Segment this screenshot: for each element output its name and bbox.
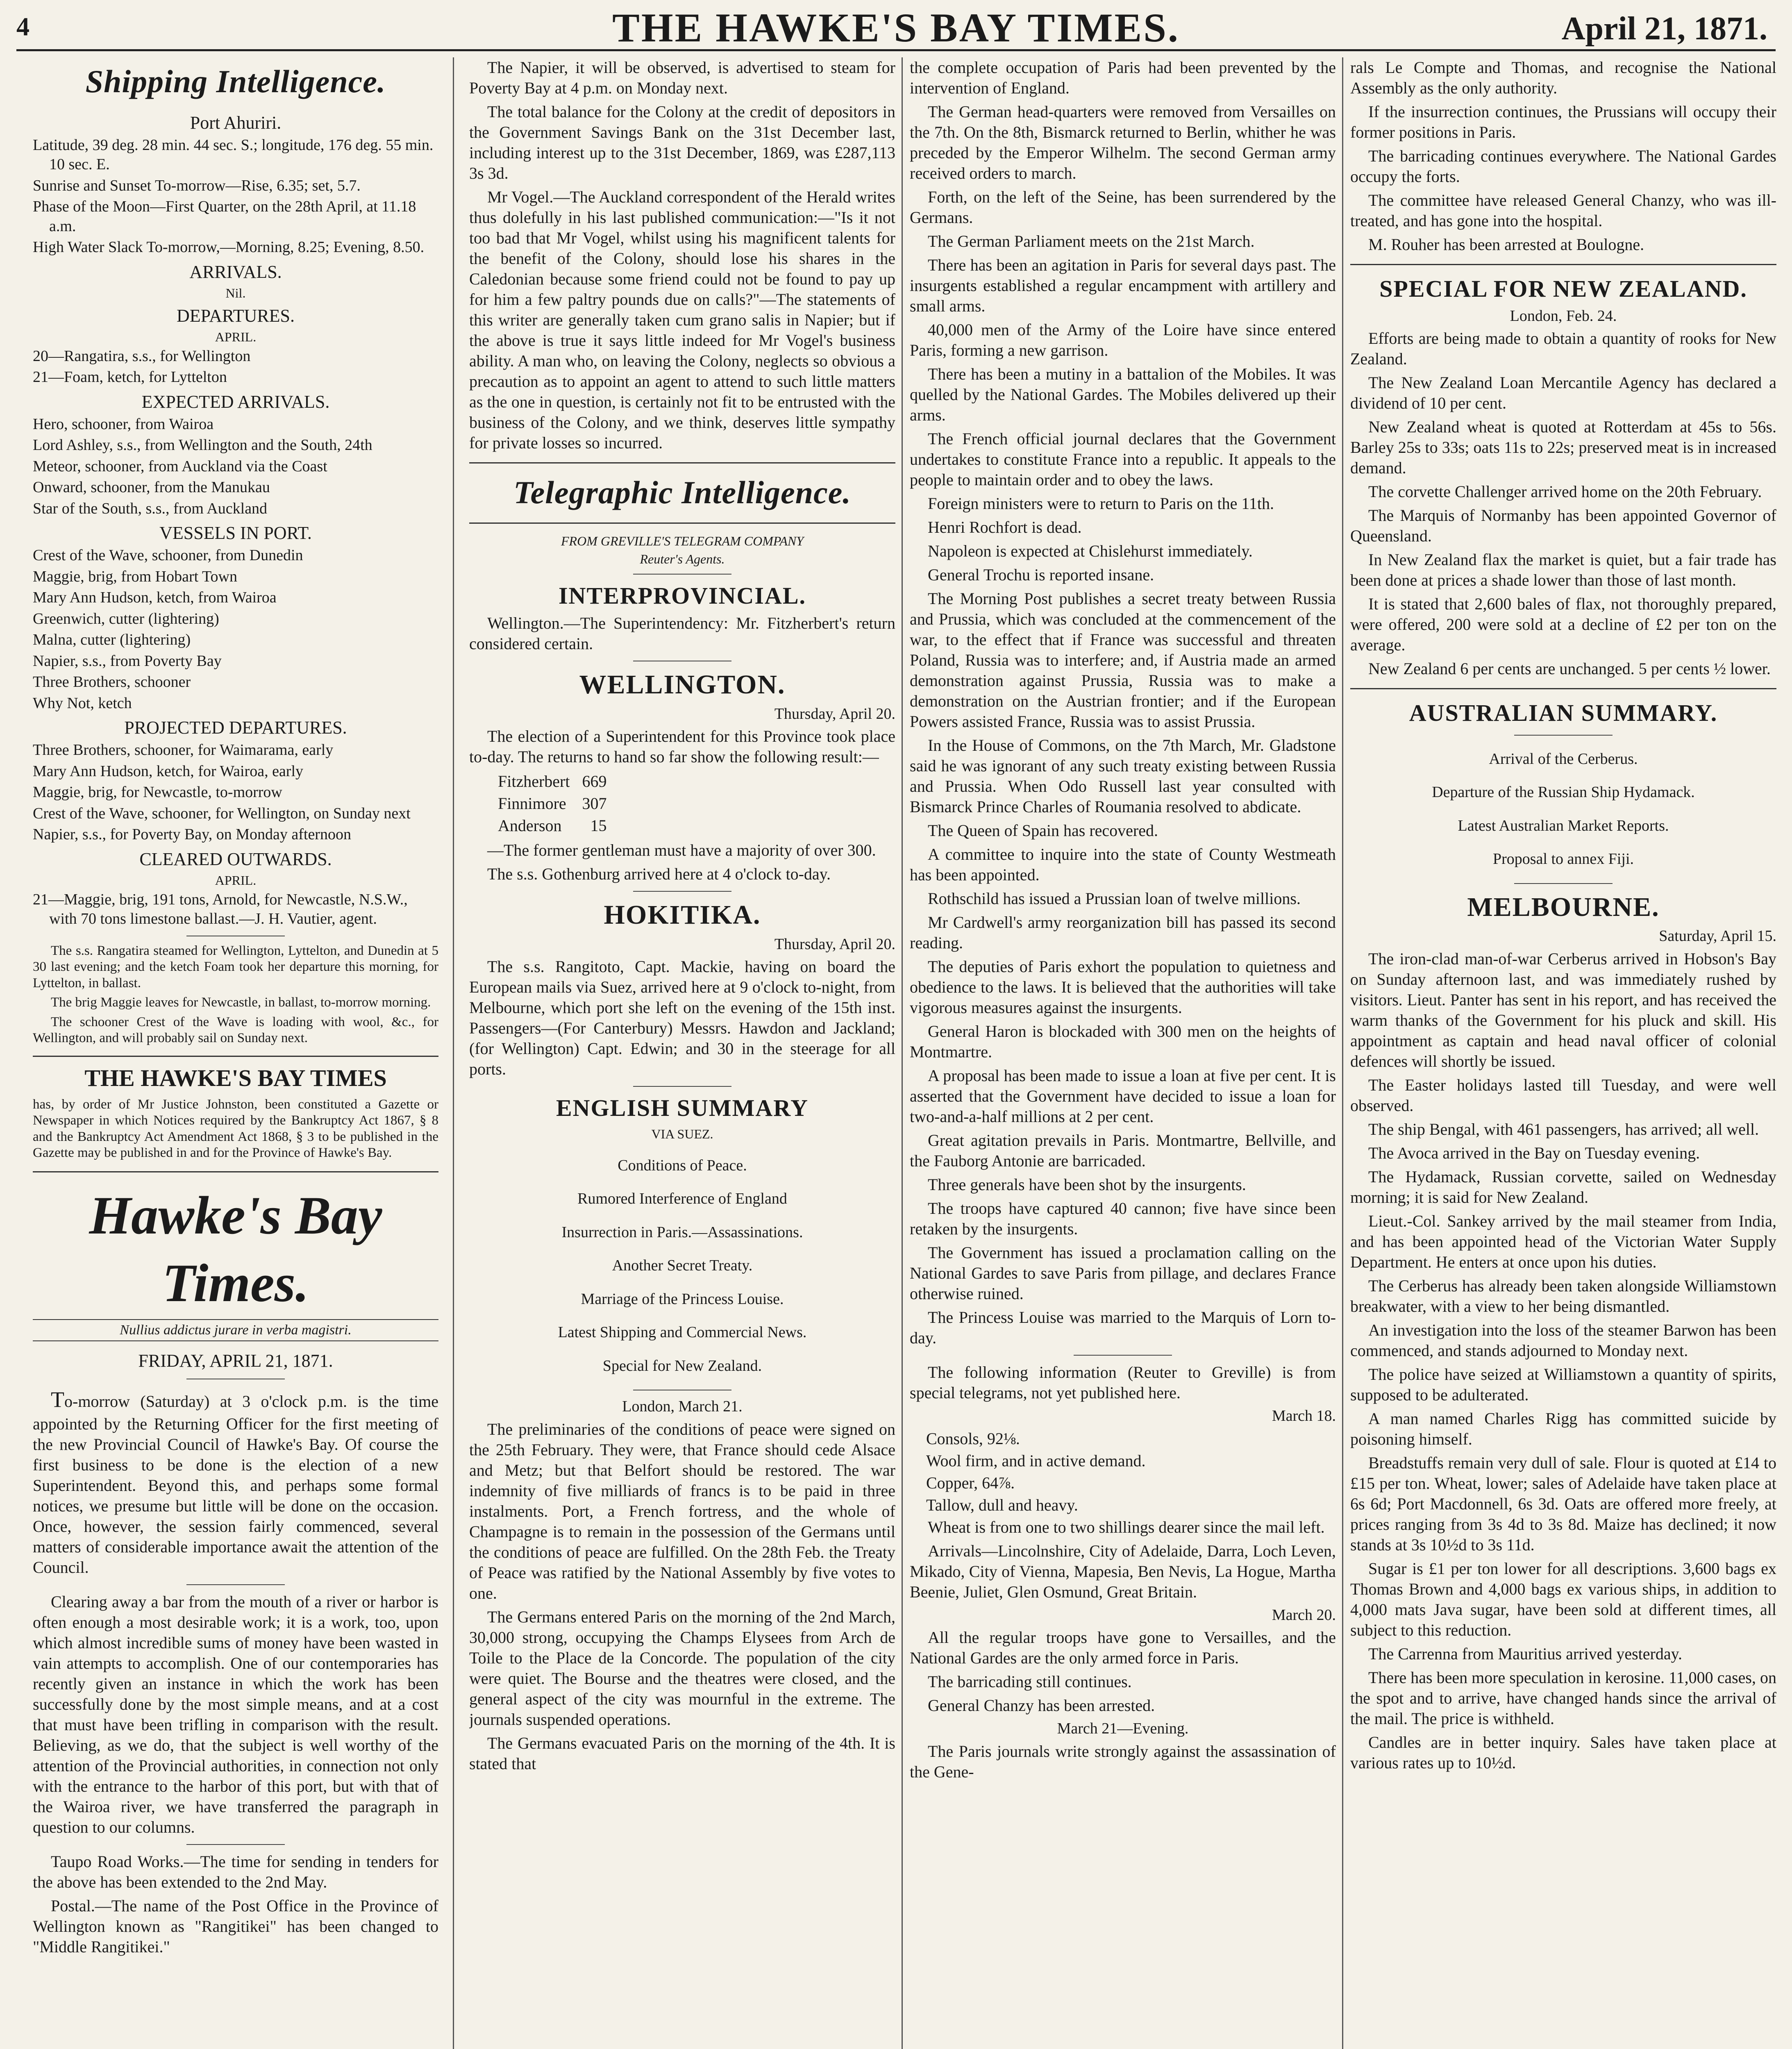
english-via: VIA SUEZ.: [651, 1126, 713, 1141]
wellington-text: The s.s. Gothenburg arrived here at 4 o'clock to-day.: [487, 865, 831, 883]
editorial-dateline: FRIDAY, APRIL 21, 1871.: [138, 1351, 333, 1371]
table-row: [498, 815, 619, 837]
astro-block: [33, 136, 438, 257]
english-paragraph: The Germans entered Paris on the morning of the 2nd March, 30,000 strong, occupying the Champs Elysees from Arch de Toile to the Place de la Concorde. The population of the city were quiet. The Bourse and the theatres were closed, and the general aspect of the city was mournful in the extreme. The journals suspended operations.: [469, 1607, 895, 1729]
candidate-name: Finnimore: [498, 794, 566, 813]
column-rule: [453, 57, 454, 2049]
divider: [186, 1844, 285, 1845]
departures-heading: DEPARTURES.: [177, 305, 295, 326]
special-paragraph: Efforts are being made to obtain a quantity of rooks for New Zealand.: [1350, 329, 1776, 368]
column-3: [910, 57, 1336, 2049]
english-paragraph: General Haron is blockaded with 300 men on the heights of Montmartre.: [910, 1022, 1336, 1061]
telegraphic-heading: Telegraphic Intelligence.: [513, 475, 851, 510]
summary-topic: Latest Australian Market Reports.: [1458, 817, 1669, 834]
shipping-heading: Shipping Intelligence.: [85, 64, 386, 99]
projected-item: Mary Ann Hudson, ketch, for Wairoa, early: [33, 762, 304, 780]
english-paragraph: the complete occupation of Paris had been prevented by the intervention of England.: [910, 58, 1336, 97]
english-paragraph: The barricading continues everywhere. The National Gardes occupy the forts.: [1350, 147, 1776, 186]
column-rule: [902, 57, 903, 2049]
australian-summary-heading: AUSTRALIAN SUMMARY.: [1409, 700, 1718, 726]
departure-item: 21—Foam, ketch, for Lyttelton: [33, 368, 227, 386]
english-paragraph: Rothschild has issued a Prussian loan of twelve millions.: [928, 889, 1301, 908]
melbourne-paragraph: Sugar is £1 per ton lower for all descriptions. 3,600 bags ex Thomas Brown and 4,000 bags ex various ships, in addition to 4,000 mats Java sugar, have been sold at different times, all subject to this reduction.: [1350, 1559, 1776, 1639]
english-paragraph: The Government has issued a proclamation calling on the National Gardes to save Paris from pillage, and declares France otherwise ruined.: [910, 1243, 1336, 1303]
wellington-heading: WELLINGTON.: [579, 670, 786, 700]
melbourne-paragraph: The Carrenna from Mauritius arrived yesterday.: [1368, 1644, 1682, 1663]
summary-topic: Arrival of the Cerberus.: [1489, 750, 1638, 768]
melbourne-paragraph: The police have seized at Williamstown a quantity of spirits, supposed to be adulterated.: [1350, 1365, 1776, 1404]
inport-item: Why Not, ketch: [33, 694, 132, 712]
shipping-note: The s.s. Rangatira steamed for Wellington, Lyttelton, and Dunedin at 5 30 last evening; and the ketch Foam took her departure this morning, for Lyttelton, in ballast.: [33, 943, 438, 990]
wellington-date: Thursday, April 20.: [774, 705, 895, 722]
summary-topic: Rumored Interference of England: [577, 1190, 787, 1207]
english-paragraph: The Morning Post publishes a secret treaty between Russia and Prussia, which was concluded at the commencement of the war, to the effect that if France was successful and threaten Poland, Russia was to interfere; and, if Austria made an armed demonstration against Prussia, Russia was to make a demonstration on the Austrian frontier; and if the European Powers assisted France, Russia was to assist Prussia.: [910, 589, 1336, 731]
shipping-note: The schooner Crest of the Wave is loading with wool, &c., for Wellington, and will probably sail on Sunday next.: [33, 1014, 438, 1046]
melbourne-paragraph: The ship Bengal, with 461 passengers, has arrived; all well.: [1368, 1120, 1759, 1138]
inport-item: Greenwich, cutter (lightering): [33, 610, 219, 627]
english-paragraph: 40,000 men of the Army of the Loire have since entered Paris, forming a new garrison.: [910, 320, 1336, 359]
english-paragraph: The Germans evacuated Paris on the morning of the 4th. It is stated that: [469, 1733, 895, 1773]
melbourne-paragraph: Breadstuffs remain very dull of sale. Flour is quoted at £14 to £15 per ton. Wheat, lower; sales of Adelaide have taken place at 6s 6d; Port Macdonnell, 6s 3d. Oats are offered more freely, at prices ranging from 3s 4d to 3s 8d. Maize has declined; it now stands at 3s 10½d to 3s 11d.: [1350, 1453, 1776, 1554]
english-paragraph: Forth, on the left of the Seine, has been surrendered by the Germans.: [910, 188, 1336, 227]
candidate-votes: 669: [582, 772, 607, 791]
editorial-paragraph: To-morrow (Saturday) at 3 o'clock p.m. is the time appointed by the Returning Officer for the first meeting of the new Provincial Council of Hawke's Bay. Of course the first business to be done is the election of a new Superintendent. Beyond this, and perhaps some formal notices, we presume but little will be done on the occasion. Once, however, the session fairly commenced, several matters of considerable importance await the attention of the Council.: [33, 1387, 438, 1577]
divider: [186, 1584, 285, 1585]
departure-item: 20—Rangatira, s.s., for Wellington: [33, 347, 251, 365]
english-paragraph: The Princess Louise was married to the Marquis of Lorn to-day.: [910, 1308, 1336, 1347]
melbourne-paragraph: An investigation into the loss of the steamer Barwon has been commenced, and stands adjourned to Monday next.: [1350, 1320, 1776, 1360]
english-paragraph: There has been an agitation in Paris for several days past. The insurgents established a regular encampment with artillery and small arms.: [910, 256, 1336, 315]
inport-item: Malna, cutter (lightering): [33, 631, 191, 648]
english-paragraph: Napoleon is expected at Chislehurst immediately.: [928, 542, 1253, 560]
special-paragraph: It is stated that 2,600 bales of flax, not thoroughly prepared, were offered, 200 were sold at a decline of £2 per ton on the average.: [1350, 595, 1776, 654]
interprovincial-heading: INTERPROVINCIAL.: [558, 582, 806, 609]
editorial-masthead: Hawke's Bay Times.: [89, 1185, 382, 1313]
special-paragraph: The New Zealand Loan Mercantile Agency has declared a dividend of 10 per cent.: [1350, 373, 1776, 412]
expected-item: Lord Ashley, s.s., from Wellington and the South, 24th: [33, 436, 372, 454]
inport-item: Maggie, brig, from Hobart Town: [33, 568, 237, 585]
shipping-note: The brig Maggie leaves for Newcastle, in ballast, to-morrow morning.: [51, 995, 431, 1010]
melbourne-paragraph: The Easter holidays lasted till Tuesday, and were well observed.: [1350, 1075, 1776, 1115]
english-paragraph: The German Parliament meets on the 21st March.: [928, 232, 1255, 250]
english-paragraph: Wheat is from one to two shillings dearer since the mail left.: [928, 1517, 1325, 1536]
news-date: March 20.: [1272, 1606, 1336, 1624]
english-paragraph: There has been a mutiny in a battalion of the Mobiles. It was quelled by the National Gardes. The Mobiles delivered up their arms.: [910, 365, 1336, 424]
melbourne-paragraph: The iron-clad man-of-war Cerberus arrived in Hobson's Bay on Sunday afternoon last, and was immediately rushed by visitors. Lieut. Panter has sent in his report, and has received the warm thanks of the Government for his pluck and skill. His appointment as captain and head naval officer of colonial defences will shortly be issued.: [1350, 949, 1776, 1070]
special-paragraph: In New Zealand flax the market is quiet, but a fair trade has been done at prices a shade lower than those of last month.: [1350, 550, 1776, 589]
english-paragraph: The German head-quarters were removed from Versailles on the 7th. On the 8th, Bismarck returned to Berlin, whither he was preceded by the Emperor Wilhelm. The second German army received orders to march.: [910, 102, 1336, 182]
english-paragraph: All the regular troops have gone to Versailles, and the National Gardes are the only armed force in Paris.: [910, 1628, 1336, 1667]
masthead-title: THE HAWKE'S BAY TIMES.: [612, 5, 1180, 50]
reuter-intro: The following information (Reuter to Greville) is from special telegrams, not yet published here.: [910, 1363, 1336, 1402]
english-paragraph: A committee to inquire into the state of County Westmeath has been appointed.: [910, 845, 1336, 884]
inport-heading: VESSELS IN PORT.: [159, 523, 312, 543]
astro-line: High Water Slack To-morrow,—Morning, 8.25; Evening, 8.50.: [33, 239, 425, 256]
english-paragraph: Three generals have been shot by the insurgents.: [928, 1175, 1246, 1194]
divider: [633, 1086, 731, 1087]
news-date: March 21—Evening.: [1057, 1720, 1189, 1737]
summary-topic: Another Secret Treaty.: [612, 1257, 753, 1274]
hokitika-heading: HOKITIKA.: [604, 900, 761, 930]
divider: [469, 522, 895, 524]
wellington-text: —The former gentleman must have a majority of over 300.: [487, 841, 876, 859]
divider: [469, 462, 895, 463]
english-paragraph: A proposal has been made to issue a loan at five per cent. It is asserted that the Government have decided to issue a loan for two-and-a-half millions at 2 per cent.: [910, 1066, 1336, 1126]
market-line: Tallow, dull and heavy.: [926, 1495, 1078, 1514]
inport-item: Three Brothers, schooner: [33, 673, 191, 691]
divider: [633, 574, 731, 575]
divider: [1350, 264, 1776, 265]
melbourne-paragraph: There has been more speculation in kerosine. 11,000 cases, on the spot and to arrive, have changed hands since the arrival of the mail. The price is withheld.: [1350, 1668, 1776, 1728]
hokitika-text: The s.s. Rangitoto, Capt. Mackie, having on board the European mails via Suez, arrived here at 9 o'clock to-night, from Melbourne, which port she left on the evening of the 15th inst. Passengers—(For Canterbury) Messrs. Hawdon and Jackland; (for Wellington) Capt. Edwin; and 30 in the steerage for all ports.: [469, 957, 895, 1078]
english-paragraph: Great agitation prevails in Paris. Montmartre, Bellville, and the Fauborg Antonie are barricaded.: [910, 1131, 1336, 1170]
candidate-votes: 15: [590, 816, 607, 835]
interprovincial-text: Wellington.—The Superintendency: Mr. Fitzherbert's return considered certain.: [469, 614, 895, 653]
english-paragraph: Arrivals—Lincolnshire, City of Adelaide, Darra, Loch Leven, Mikado, City of Vienna, Mapesia, Ben Nevis, La Hogue, Martha Beenie, Juliet, Glen Osmund, Great Britain.: [910, 1541, 1336, 1601]
departures-month: APRIL.: [215, 329, 257, 344]
projected-item: Three Brothers, schooner, for Waimarama, early: [33, 741, 334, 759]
editorial-paragraph: Taupo Road Works.—The time for sending in tenders for the above has been extended to the 2nd May.: [33, 1852, 438, 1891]
column-1: [33, 57, 438, 2049]
page-number: 4: [16, 12, 30, 41]
melbourne-heading: MELBOURNE.: [1467, 892, 1660, 922]
english-paragraph: rals Le Compte and Thomas, and recognise the National Assembly as the only authority.: [1350, 58, 1776, 97]
english-paragraph: General Chanzy has been arrested.: [928, 1696, 1155, 1715]
english-dateline: London, March 21.: [622, 1398, 743, 1415]
expected-item: Hero, schooner, from Wairoa: [33, 415, 214, 433]
english-paragraph: General Trochu is reported insane.: [928, 566, 1154, 584]
market-date: March 18.: [1272, 1407, 1336, 1424]
table-row: [498, 793, 619, 815]
english-paragraph: The Paris journals write strongly against the assassination of the Gene-: [910, 1742, 1336, 1781]
expected-item: Onward, schooner, from the Manukau: [33, 479, 270, 496]
projected-item: Crest of the Wave, schooner, for Wellington, on Sunday next: [33, 804, 411, 822]
cleared-item: 21—Maggie, brig, 191 tons, Arnold, for Newcastle, N.S.W., with 70 tons limestone ballast.—J. H. Vautier, agent.: [33, 890, 408, 927]
candidate-votes: 307: [582, 794, 607, 813]
english-paragraph: M. Rouher has been arrested at Boulogne.: [1368, 235, 1644, 254]
melbourne-paragraph: Lieut.-Col. Sankey arrived by the mail steamer from India, and has been appointed head of the Victorian Water Supply Department. He enters at once upon his duties.: [1350, 1211, 1776, 1271]
news-paragraph: Mr Vogel.—The Auckland correspondent of the Herald writes thus dolefully in his last published communication:—"Is it not too bad that Mr Vogel, whilst using his magnificent talents for the benefit of the Colony, should lose his shares in the Caledonian because some friend could not be found to pay up for him a few paltry pounds due on calls?"—The statements of this writer are generally taken cum grano salis in Napier; but if the above is true it says little indeed for Mr Vogel's business ability. A man who, on leaving the Colony, neglects so obvious a precaution as to appoint an agent to attend to such little matters as the one in question, is certainly not fit to be entrusted with the business of the Colony, and we think, deserves little sympathy for private losses so incurred.: [469, 188, 895, 452]
english-paragraph: The Queen of Spain has recovered.: [928, 821, 1158, 840]
melbourne-paragraph: The Hydamack, Russian corvette, sailed on Wednesday morning; it is said for New Zealand.: [1350, 1167, 1776, 1206]
issue-date: April 21, 1871.: [1561, 11, 1767, 47]
summary-topic: Departure of the Russian Ship Hydamack.: [1432, 784, 1695, 801]
inport-item: Mary Ann Hudson, ketch, from Wairoa: [33, 589, 277, 606]
english-summary-heading: ENGLISH SUMMARY: [556, 1095, 809, 1121]
news-paragraph: The Napier, it will be observed, is advertised to steam for Poverty Bay at 4 p.m. on Monday next.: [469, 58, 895, 97]
telegram-source: FROM GREVILLE'S TELEGRAM COMPANY: [561, 533, 804, 548]
column-2: [469, 57, 895, 2049]
english-paragraph: In the House of Commons, on the 7th March, Mr. Gladstone said he was ignorant of any such treaty existing between Russia and Prussia. When Odo Russell last year consulted with Bismarck Prince Charles of Roumania resolved to abdicate.: [910, 736, 1336, 816]
divider: [1350, 688, 1776, 689]
divider: [1074, 1355, 1172, 1356]
expected-item: Meteor, schooner, from Auckland via the Coast: [33, 457, 327, 475]
melbourne-paragraph: Candles are in better inquiry. Sales have taken place at various rates up to 10½d.: [1350, 1733, 1776, 1772]
summary-topic: Conditions of Peace.: [618, 1156, 747, 1174]
english-paragraph: If the insurrection continues, the Prussians will occupy their former positions in Paris.: [1350, 102, 1776, 141]
summary-topic: Special for New Zealand.: [602, 1357, 762, 1374]
editorial-motto: Nullius addictus jurare in verba magistri.: [33, 1319, 438, 1342]
special-dateline: London, Feb. 24.: [1510, 307, 1617, 325]
cleared-month: APRIL.: [215, 872, 257, 888]
special-nz-heading: SPECIAL FOR NEW ZEALAND.: [1379, 275, 1747, 302]
english-paragraph: The troops have captured 40 cannon; five have since been retaken by the insurgents.: [910, 1199, 1336, 1238]
astro-line: Phase of the Moon—First Quarter, on the 28th April, at 11.18 a.m.: [33, 198, 416, 235]
summary-topic: Latest Shipping and Commercial News.: [558, 1324, 807, 1341]
notice-text: has, by order of Mr Justice Johnston, been constituted a Gazette or Newspaper in which Notices required by the Bankruptcy Act 1867, § 8 and the Bankruptcy Act Amendment Act 1868, § 3 to be published in the Gazette may be published in and for the Province of Hawke's Bay.: [33, 1097, 438, 1161]
candidate-name: Fitzherbert: [498, 772, 570, 791]
market-line: Consols, 92⅛.: [926, 1429, 1020, 1448]
editorial-paragraph: Clearing away a bar from the mouth of a river or harbor is often enough a most desirable work; it is a work, too, upon which almost incredible sums of money have been wasted in vain attempts to accomplish. One of our contemporaries has recently given an instance in which the work has been successfully done by the most simple means, and at a cost that must have been trifling in comparison with the result. Believing, as we do, that the subject is well worthy of the attention of the Provincial authorities, in connection not only with the entrance to the harbor of this port, but with that of the Wairoa river, we have transferred the paragraph in question to our columns.: [33, 1592, 438, 1836]
projected-heading: PROJECTED DEPARTURES.: [124, 718, 347, 738]
special-paragraph: New Zealand 6 per cents are unchanged. 5 per cents ½ lower.: [1368, 659, 1771, 678]
summary-topic: Marriage of the Princess Louise.: [581, 1290, 784, 1308]
column-rule: [1342, 57, 1343, 2049]
page-header: [16, 0, 1776, 51]
candidate-name: Anderson: [498, 816, 562, 835]
port-name: Port Ahuriri.: [190, 112, 282, 133]
arrivals-value: Nil.: [225, 285, 246, 300]
wellington-text: The election of a Superintendent for this Province took place to-day. The returns to hand so far show the following result:—: [469, 727, 895, 766]
special-paragraph: The Marquis of Normanby has been appointed Governor of Queensland.: [1350, 506, 1776, 545]
inport-item: Crest of the Wave, schooner, from Dunedin: [33, 547, 303, 564]
editorial-paragraph: Postal.—The name of the Post Office in the Province of Wellington known as "Rangitikei" has been changed to "Middle Rangitikei.": [33, 1896, 438, 1956]
divider: [1514, 883, 1613, 884]
hokitika-date: Thursday, April 20.: [774, 935, 895, 953]
news-paragraph: The total balance for the Colony at the credit of depositors in the Government Savings Bank on the 31st December last, including interest up to the 31st December, 1869, was £287,113 3s 3d.: [469, 102, 895, 182]
english-paragraph: The barricading still continues.: [928, 1672, 1132, 1691]
astro-line: Sunrise and Sunset To-morrow—Rise, 6.35; set, 5.7.: [33, 177, 361, 194]
divider: [633, 891, 731, 892]
telegram-agents: Reuter's Agents.: [640, 551, 725, 566]
melbourne-date: Saturday, April 15.: [1659, 927, 1776, 945]
astro-line: Latitude, 39 deg. 28 min. 44 sec. S.; longitude, 176 deg. 55 min. 10 sec. E.: [33, 136, 434, 173]
english-paragraph: The French official journal declares that the Government undertakes to constitute France into a republic. It appeals to the people to maintain order and to obey the laws.: [910, 429, 1336, 489]
market-line: Wool firm, and in active demand.: [926, 1451, 1146, 1470]
table-row: [498, 770, 619, 793]
projected-item: Maggie, brig, for Newcastle, to-morrow: [33, 784, 282, 801]
special-paragraph: New Zealand wheat is quoted at Rotterdam at 45s to 56s. Barley 25s to 33s; oats 11s to 22s; preserved meat is in increased demand.: [1350, 418, 1776, 477]
special-paragraph: The corvette Challenger arrived home on the 20th February.: [1368, 482, 1762, 501]
english-paragraph: The committee have released General Chanzy, who was ill-treated, and has gone into the hospital.: [1350, 191, 1776, 230]
melbourne-paragraph: The Cerberus has already been taken alongside Williamstown breakwater, with a view to her being dismantled.: [1350, 1276, 1776, 1315]
english-paragraph: The deputies of Paris exhort the population to quietness and obedience to the laws. It is believed that the authorities will take vigorous measures against the insurgents.: [910, 957, 1336, 1017]
melbourne-paragraph: The Avoca arrived in the Bay on Tuesday evening.: [1368, 1143, 1700, 1162]
melbourne-paragraph: A man named Charles Rigg has committed suicide by poisoning himself.: [1350, 1409, 1776, 1448]
cleared-heading: CLEARED OUTWARDS.: [139, 849, 332, 869]
market-line: Copper, 64⅞.: [926, 1473, 1015, 1492]
english-paragraph: Henri Rochfort is dead.: [928, 518, 1082, 536]
english-paragraph: The preliminaries of the conditions of peace were signed on the 25th February. They were, that France should cede Alsace and Metz; but that Belfort should be restored. The war indemnity of five milliards of francs is to be paid in three instalments. Port, a French fortress, and the whole of Champagne is to remain in the possession of the Germans until the conditions of peace are fulfilled. On the 28th Feb. the Treaty of Peace was ratified by the National Assembly by five votes to one.: [469, 1420, 895, 1602]
notice-title: THE HAWKE'S BAY TIMES: [84, 1065, 387, 1092]
expected-heading: EXPECTED ARRIVALS.: [141, 391, 330, 412]
expected-item: Star of the South, s.s., from Auckland: [33, 500, 268, 517]
election-results-table: [498, 770, 619, 837]
arrivals-heading: ARRIVALS.: [189, 261, 282, 282]
summary-topic: Proposal to annex Fiji.: [1492, 850, 1634, 868]
summary-topic: Insurrection in Paris.—Assassinations.: [561, 1223, 803, 1241]
english-paragraph: Foreign ministers were to return to Paris on the 11th.: [928, 494, 1274, 513]
english-paragraph: Mr Cardwell's army reorganization bill has passed its second reading.: [910, 913, 1336, 952]
inport-item: Napier, s.s., from Poverty Bay: [33, 652, 222, 670]
gazette-notice: [33, 1056, 438, 1172]
divider: [1514, 735, 1613, 736]
column-4: [1350, 57, 1776, 2049]
projected-item: Napier, s.s., for Poverty Bay, on Monday afternoon: [33, 826, 351, 843]
